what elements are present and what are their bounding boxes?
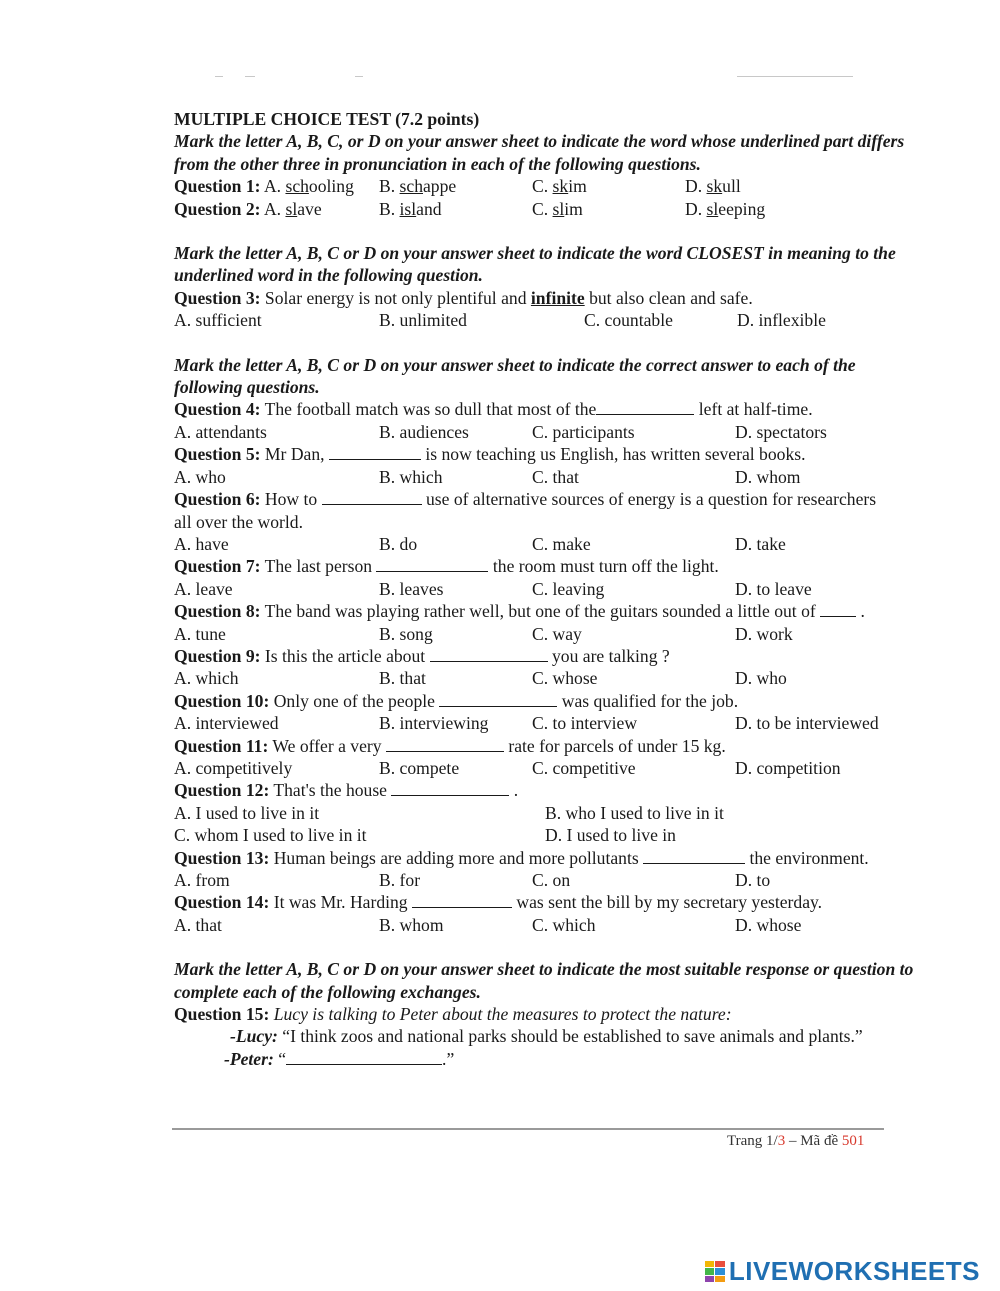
option-a[interactable]: A. who (174, 466, 226, 487)
question-label: Question 5: (174, 444, 261, 465)
answer-blank[interactable] (329, 444, 421, 460)
option-c[interactable]: C. to interview (532, 713, 638, 734)
question-label: Question 15: (174, 1004, 270, 1025)
option-row (174, 824, 914, 846)
dialog-lucy: -Lucy: “I think zoos and national parks should be established to save animals and plants.” (230, 1026, 863, 1047)
question-label: Question 6: (174, 489, 261, 510)
option-c[interactable]: C. slim (532, 198, 583, 219)
option-row (174, 712, 914, 734)
option-a[interactable]: A. have (174, 533, 229, 554)
option-b[interactable]: B. unlimited (379, 310, 467, 331)
answer-blank[interactable] (643, 848, 745, 864)
option-a[interactable]: A. sufficient (174, 310, 262, 331)
answer-blank[interactable] (376, 556, 488, 572)
footer-divider (172, 1128, 884, 1130)
answer-blank[interactable] (430, 646, 548, 662)
option-d[interactable]: D. work (735, 623, 793, 644)
option-d[interactable]: D. take (735, 533, 786, 554)
option-b[interactable]: B. that (379, 668, 426, 689)
question-6: Question 6: How to use of alternative sources of energy is a question for researchers (174, 489, 877, 510)
instruction-response: Mark the letter A, B, C or D on your answer sheet to indicate the most suitable response or question to complete each of the following exchanges. (174, 959, 914, 1002)
option-row (174, 421, 914, 443)
option-row (174, 914, 914, 936)
instruction-closest: Mark the letter A, B, C or D on your answer sheet to indicate the word CLOSEST in meaning to the underlined word in the following question. (174, 243, 896, 286)
option-c[interactable]: C. whom I used to live in it (174, 825, 367, 846)
question-label: Question 2: (174, 198, 261, 219)
question-label: Question 3: (174, 287, 261, 308)
question-label: Question 13: (174, 847, 270, 868)
question-7: Question 7: The last person the room must turn off the light. (174, 556, 719, 577)
answer-blank[interactable] (286, 1049, 442, 1065)
option-row (174, 802, 914, 824)
option-d[interactable]: D. competition (735, 757, 841, 778)
option-c[interactable]: C. way (532, 623, 582, 644)
question-3: Question 3: Solar energy is not only plentiful and infinite but also clean and safe. (174, 287, 753, 308)
scan-artifacts (215, 76, 855, 82)
questions-4-14 (174, 398, 914, 936)
option-row (174, 578, 914, 600)
option-b[interactable]: B. island (379, 198, 442, 219)
question-label: Question 11: (174, 735, 269, 756)
test-title: MULTIPLE CHOICE TEST (7.2 points) (174, 109, 480, 129)
option-c[interactable]: C. competitive (532, 757, 636, 778)
option-row (174, 667, 914, 689)
dialog-peter: -Peter: “ .” (224, 1048, 455, 1069)
answer-blank[interactable] (391, 780, 509, 796)
question-label: Question 10: (174, 690, 270, 711)
question-13: Question 13: Human beings are adding more and more pollutants the environment. (174, 847, 869, 868)
question-1: Question 1: A. schooling B. schappe C. skim D. skull (174, 176, 741, 197)
question-15: Question 15: Lucy is talking to Peter about the measures to protect the nature: (174, 1004, 732, 1025)
question-label: Question 7: (174, 556, 261, 577)
instruction-pronunciation: Mark the letter A, B, C, or D on your answer sheet to indicate the word whose underlined part differs from the other three in pronunciation in each of the following questions. (174, 131, 905, 174)
question-label: Question 12: (174, 780, 270, 801)
option-a[interactable]: A. I used to live in it (174, 802, 320, 823)
option-a[interactable]: A. that (174, 914, 222, 935)
option-b[interactable]: B. schappe (379, 176, 457, 197)
option-d[interactable]: D. who (735, 668, 787, 689)
option-d[interactable]: D. to leave (735, 578, 812, 599)
option-a[interactable]: A. tune (174, 623, 226, 644)
option-a[interactable]: A. from (174, 870, 230, 890)
option-c[interactable]: C. leaving (532, 578, 605, 599)
test-content (174, 108, 914, 1070)
question-label: Question 9: (174, 645, 261, 666)
answer-blank[interactable] (596, 399, 694, 415)
option-b[interactable]: B. whom (379, 914, 444, 935)
question-9: Question 9: Is this the article about you are talking ? (174, 645, 670, 666)
option-c[interactable]: C. that (532, 466, 579, 487)
option-b[interactable]: B. compete (379, 757, 460, 778)
option-c[interactable]: C. whose (532, 668, 598, 689)
question-label: Question 14: (174, 892, 270, 913)
option-d[interactable]: D. skull (685, 176, 741, 197)
question-2: Question 2: A. slave B. island C. slim D. sleeping (174, 198, 766, 219)
option-b[interactable]: B. do (379, 533, 418, 554)
option-d[interactable]: D. sleeping (685, 198, 766, 219)
option-d[interactable]: D. whom (735, 466, 801, 487)
brand-name: LIVEWORKSHEETS (728, 1256, 980, 1286)
option-b[interactable]: B. audiences (379, 421, 469, 442)
option-c[interactable]: C. make (532, 533, 591, 554)
question-10: Question 10: Only one of the people was qualified for the job. (174, 690, 739, 711)
option-d[interactable]: D. spectators (735, 421, 827, 442)
option-b[interactable]: B. which (379, 466, 443, 487)
question-14: Question 14: It was Mr. Harding was sent the bill by my secretary yesterday. (174, 892, 823, 913)
option-a[interactable]: A. attendants (174, 421, 267, 442)
question-label: Question 1: (174, 176, 261, 197)
option-b[interactable]: B. who I used to live in it (545, 802, 724, 823)
question-11: Question 11: We offer a very rate for parcels of under 15 kg. (174, 735, 726, 756)
option-c[interactable]: C. on (532, 870, 571, 890)
option-a[interactable]: A. interviewed (174, 713, 279, 734)
option-c[interactable]: C. which (532, 914, 596, 935)
option-c[interactable]: C. skim (532, 176, 587, 197)
liveworksheets-logo-icon (705, 1261, 725, 1283)
option-row (174, 869, 914, 891)
answer-blank[interactable] (412, 892, 512, 908)
question-label: Question 8: (174, 601, 261, 622)
question-8: Question 8: The band was playing rather well, but one of the guitars sounded a little out of . (174, 601, 865, 622)
answer-blank[interactable] (386, 736, 504, 752)
underlined-word: infinite (530, 287, 585, 308)
option-d[interactable]: D. to be interviewed (735, 713, 879, 734)
option-row (174, 533, 914, 555)
question-12: Question 12: That's the house . (174, 780, 519, 801)
option-d[interactable]: D. inflexible (737, 310, 826, 331)
option-b[interactable]: B. interviewing (379, 713, 489, 734)
page-footer: Trang 1/3 – Mã đề 501 (727, 1133, 865, 1149)
option-a[interactable]: A. which (174, 668, 239, 689)
option-b[interactable]: B. song (379, 623, 433, 644)
question-5: Question 5: Mr Dan, is now teaching us English, has written several books. (174, 444, 806, 465)
option-row (174, 623, 914, 645)
option-row (174, 757, 914, 779)
option-a[interactable]: A. competitively (174, 757, 293, 778)
answer-blank[interactable] (439, 691, 557, 707)
option-d[interactable]: D. to (735, 870, 771, 890)
option-d[interactable]: D. whose (735, 914, 802, 935)
option-d[interactable]: D. I used to live in (545, 825, 676, 846)
option-c[interactable]: C. countable (584, 310, 673, 331)
question-3-options (174, 309, 914, 331)
option-row (174, 466, 914, 488)
question-label: Question 4: (174, 399, 261, 420)
option-c[interactable]: C. participants (532, 421, 635, 442)
option-b[interactable]: B. for (379, 870, 421, 890)
answer-blank[interactable] (322, 489, 422, 505)
answer-blank[interactable] (820, 601, 856, 617)
option-b[interactable]: B. leaves (379, 578, 444, 599)
question-continuation: all over the world. (174, 511, 303, 532)
option-a[interactable]: A. leave (174, 578, 233, 599)
question-4: Question 4: The football match was so dull that most of the left at half-time. (174, 399, 813, 420)
liveworksheets-brand (705, 1256, 980, 1287)
instruction-correct-answer: Mark the letter A, B, C or D on your answer sheet to indicate the correct answer to each of the following questions. (174, 354, 856, 398)
